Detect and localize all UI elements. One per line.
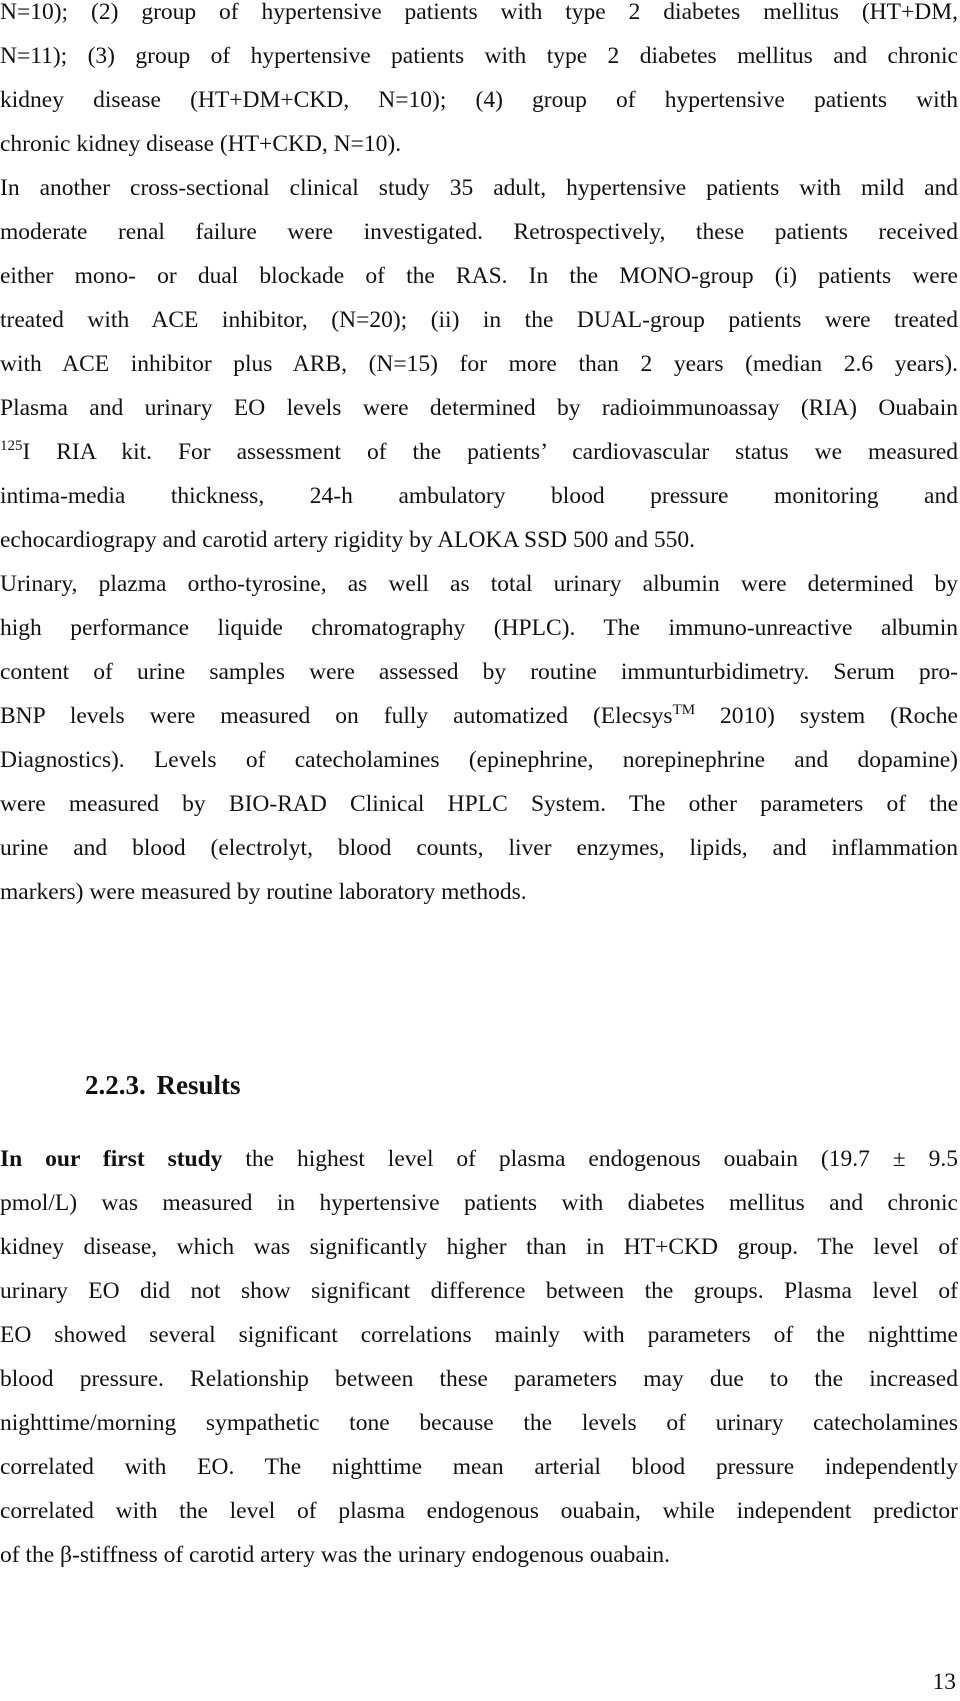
trademark-superscript: TM [672, 702, 696, 718]
text-line: kidney disease (HT+DM+CKD, N=10); (4) group of hypertensive patients with [0, 87, 958, 113]
text-line: N=10); (2) group of hypertensive patients with type 2 diabetes mellitus (HT+DM, [0, 0, 958, 25]
text-span: BNP levels were measured on fully automatized (Elecsys [0, 703, 673, 729]
text-line: Urinary, plazma ortho-tyrosine, as well as total urinary albumin were determined by [0, 571, 958, 597]
section-title: Results [156, 1070, 241, 1100]
text-span: I RIA kit. For assessment of the patients’ cardiovascular status we measured [22, 439, 958, 465]
bold-lead-in: In our first study [0, 1146, 223, 1172]
text-line [0, 1137, 958, 1181]
text-line: treated with ACE inhibitor, (N=20); (ii) in the DUAL-group patients were treated [0, 307, 958, 333]
text-span: 2010) system (Roche [695, 703, 958, 729]
text-line: Plasma and urinary EO levels were determined by radioimmunoassay (RIA) Ouabain [0, 395, 958, 421]
text-line: urinary EO did not show significant difference between the groups. Plasma level of [0, 1278, 958, 1304]
text-line: urine and blood (electrolyt, blood counts, liver enzymes, lipids, and inflammation [0, 835, 958, 861]
text-line: moderate renal failure were investigated. Retrospectively, these patients received [0, 219, 958, 245]
text-line: nighttime/morning sympathetic tone because the levels of urinary catecholamines [0, 1410, 958, 1436]
text-line: with ACE inhibitor plus ARB, (N=15) for more than 2 years (median 2.6 years). [0, 351, 958, 377]
text-line: blood pressure. Relationship between these parameters may due to the increased [0, 1366, 958, 1392]
text-line: were measured by BIO-RAD Clinical HPLC System. The other parameters of the [0, 791, 958, 817]
text-line [0, 430, 958, 474]
text-line: high performance liquide chromatography (HPLC). The immuno-unreactive albumin [0, 615, 958, 641]
text-line: content of urine samples were assessed by routine immunturbidimetry. Serum pro- [0, 659, 958, 685]
text-line: intima-media thickness, 24-h ambulatory blood pressure monitoring and [0, 483, 958, 509]
text-line: echocardiograpy and carotid artery rigidity by ALOKA SSD 500 and 550. [0, 527, 696, 553]
text-span: the highest level of plasma endogenous ouabain (19.7 ± 9.5 [222, 1146, 958, 1172]
text-line: kidney disease, which was significantly higher than in HT+CKD group. The level of [0, 1234, 958, 1260]
text-line: EO showed several significant correlations mainly with parameters of the nighttime [0, 1322, 958, 1348]
text-line: of the β-stiffness of carotid artery was the urinary endogenous ouabain. [0, 1542, 670, 1568]
text-line: markers) were measured by routine laboratory methods. [0, 879, 527, 905]
text-line: Diagnostics). Levels of catecholamines (epinephrine, norepinephrine and dopamine) [0, 747, 958, 773]
text-line: pmol/L) was measured in hypertensive patients with diabetes mellitus and chronic [0, 1190, 958, 1216]
text-line: correlated with the level of plasma endogenous ouabain, while independent predictor [0, 1498, 958, 1524]
text-line: correlated with EO. The nighttime mean arterial blood pressure independently [0, 1454, 958, 1480]
text-line [0, 694, 958, 738]
page-number: 13 [932, 1669, 956, 1695]
text-line: In another cross-sectional clinical study 35 adult, hypertensive patients with mild and [0, 175, 958, 201]
section-number: 2.2.3. [85, 1070, 146, 1100]
text-line: N=11); (3) group of hypertensive patients with type 2 diabetes mellitus and chronic [0, 43, 958, 69]
text-line: either mono- or dual blockade of the RAS. In the MONO-group (i) patients were [0, 263, 958, 289]
isotope-superscript: 125 [0, 438, 23, 454]
text-line: chronic kidney disease (HT+CKD, N=10). [0, 131, 402, 157]
section-heading [85, 1063, 241, 1107]
